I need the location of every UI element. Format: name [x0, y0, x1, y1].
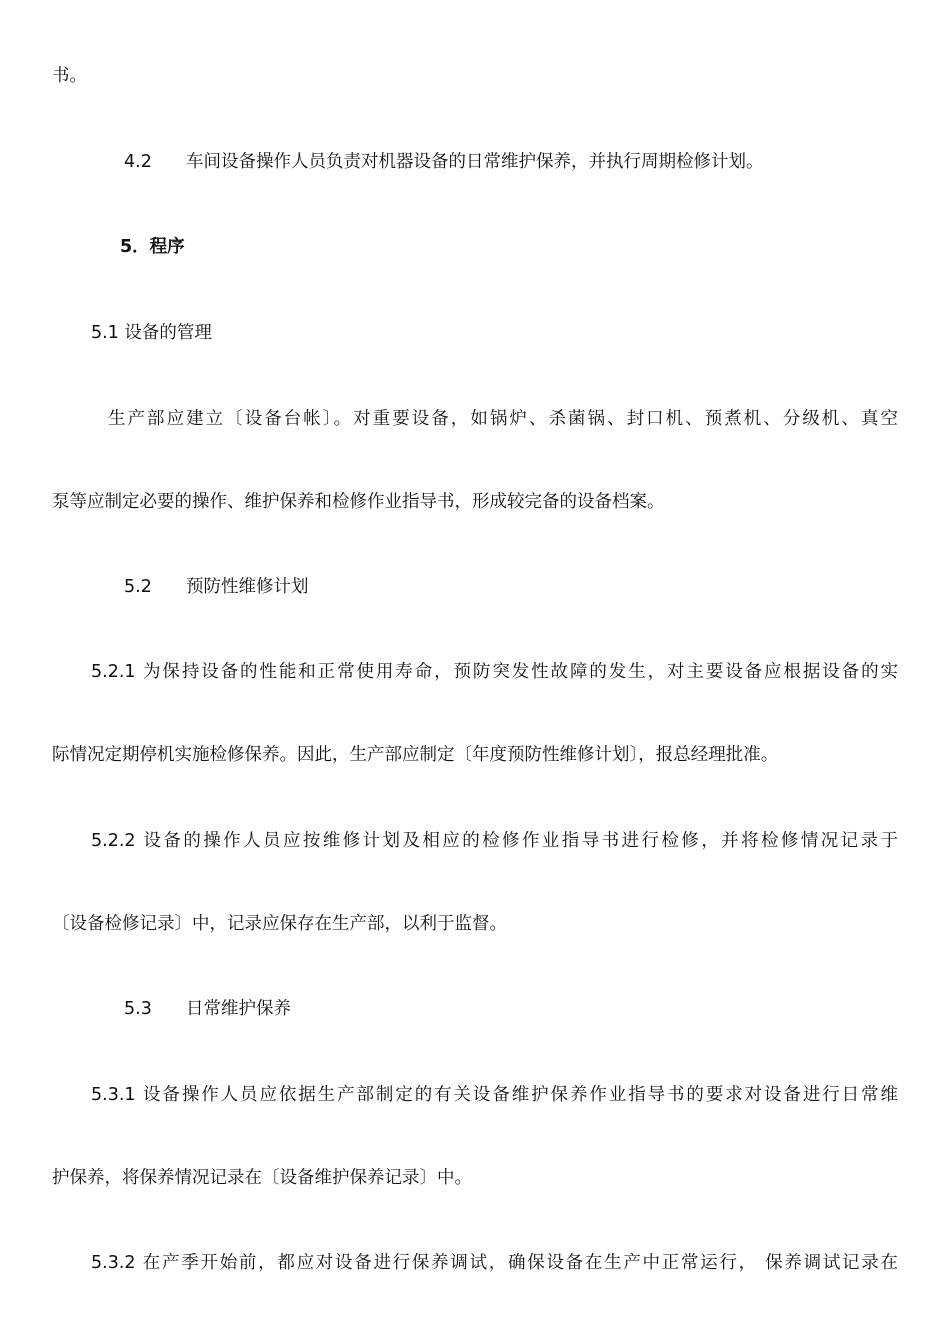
paragraph-line: 护保养，将保养情况记录在〔设备维护保养记录〕中。	[52, 1168, 472, 1188]
paragraph-line: 5.3.2 在产季开始前，都应对设备进行保养调试，确保设备在生产中正常运行， 保养调试记录在	[91, 1253, 898, 1273]
paragraph-line: 〔设备检修记录〕中，记录应保存在生产部，以利于监督。	[52, 914, 507, 934]
paragraph-line: 5.2.1 为保持设备的性能和正常使用寿命，预防突发性故障的发生，对主要设备应根据设备的实	[91, 662, 898, 682]
carry-over-line: 书。	[52, 66, 87, 86]
section-text: 预防性维修计划	[186, 577, 309, 597]
section-number: 4.2	[124, 152, 152, 172]
paragraph-line: 生产部应建立〔设备台帐〕。对重要设备，如锅炉、杀菌锅、封口机、预煮机、分级机、真空	[108, 409, 898, 429]
paragraph-line: 5.3.1 设备操作人员应依据生产部制定的有关设备维护保养作业指导书的要求对设备进行日常维	[91, 1085, 898, 1105]
section-5-1-heading: 5.1 设备的管理	[91, 323, 212, 343]
paragraph-line: 泵等应制定必要的操作、维护保养和检修作业指导书，形成较完备的设备档案。	[52, 492, 665, 512]
paragraph-line: 5.2.2 设备的操作人员应按维修计划及相应的检修作业指导书进行检修，并将检修情况记录于	[91, 831, 898, 851]
section-5-2	[124, 575, 309, 599]
section-text: 日常维护保养	[186, 999, 291, 1019]
section-text: 车间设备操作人员负责对机器设备的日常维护保养，并执行周期检修计划。	[186, 152, 764, 172]
paragraph-line: 际情况定期停机实施检修保养。因此，生产部应制定〔年度预防性维修计划〕，报总经理批准。	[52, 745, 779, 765]
section-5-heading: 5．程序	[120, 237, 185, 257]
section-number: 5.3	[124, 999, 152, 1019]
section-5-3	[124, 997, 291, 1021]
section-4-2	[124, 150, 764, 174]
section-number: 5.2	[124, 577, 152, 597]
